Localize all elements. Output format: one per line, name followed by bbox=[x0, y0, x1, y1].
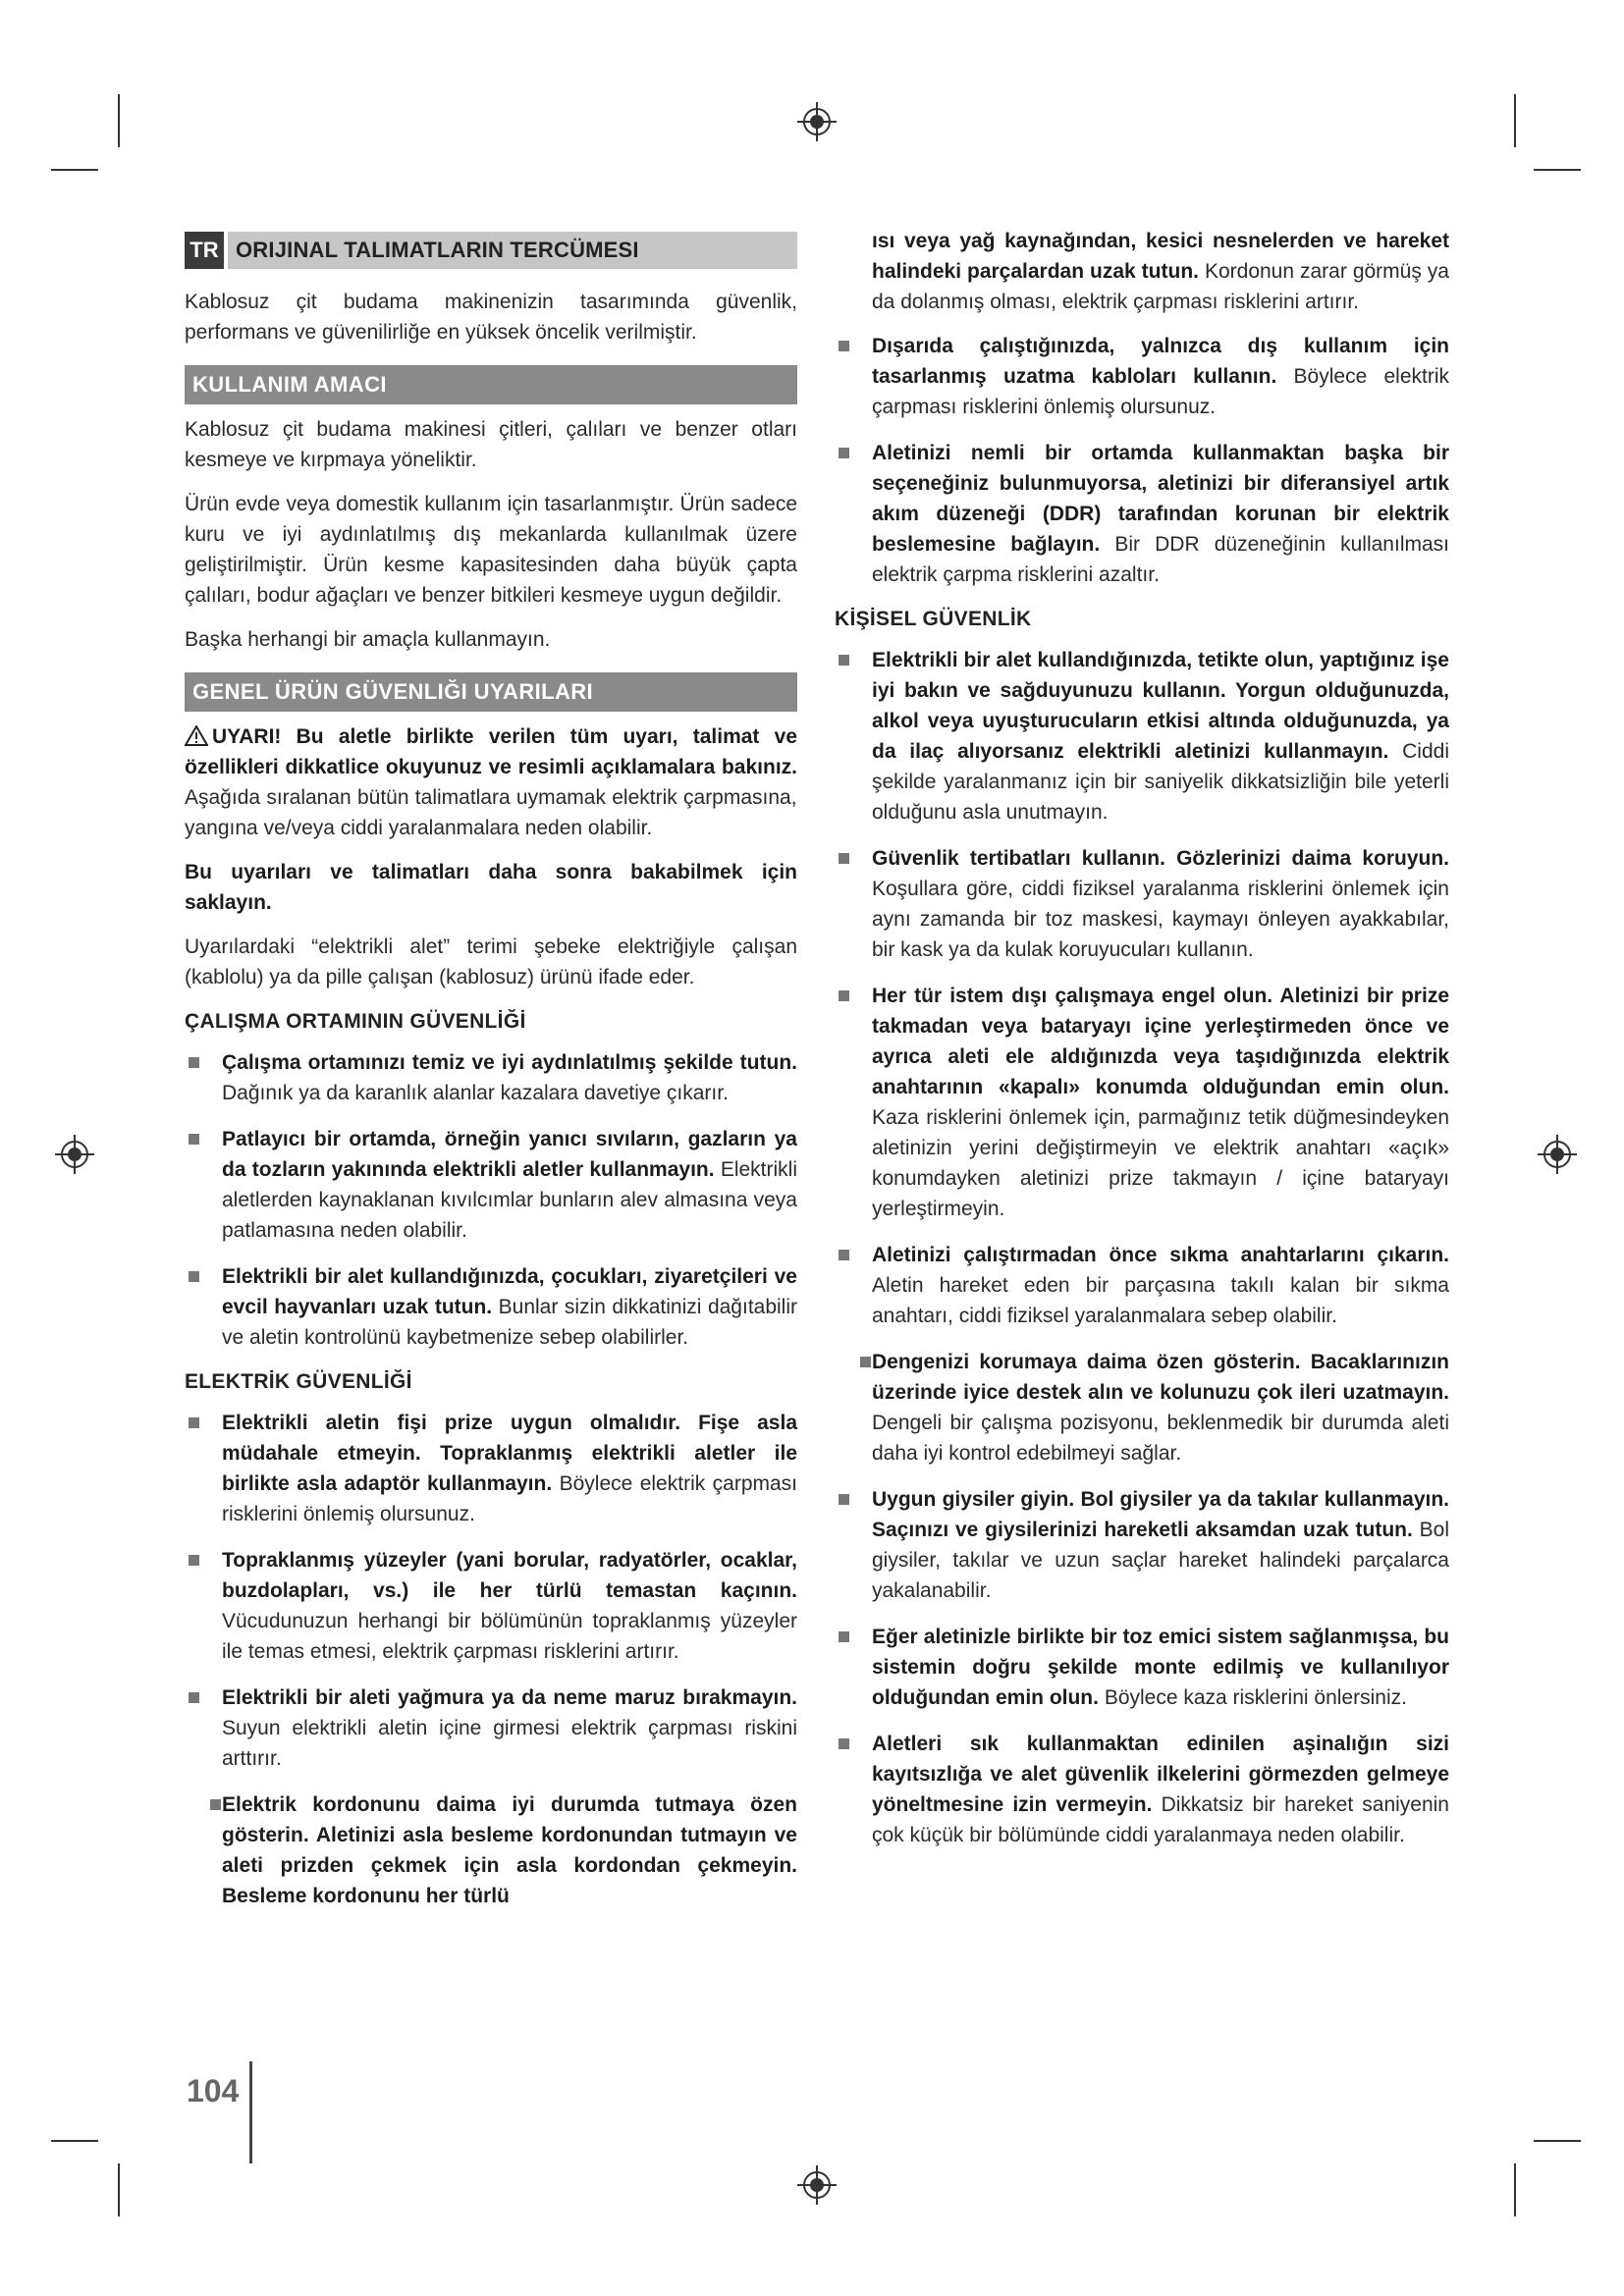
item-text: Dikkatsiz bir hareket saniyenin çok küçük bir bölümünde ciddi yaralanmaya neden olabilir. bbox=[872, 1793, 1449, 1846]
item-bold: ısı veya yağ kaynağından, kesici nesnelerden ve hareket halindeki parçalardan uzak tutun. bbox=[872, 230, 1449, 283]
item-bold: Elektrikli bir aleti yağmura ya da neme maruz bırakmayın. bbox=[222, 1686, 797, 1709]
page-title: ORIJINAL TALIMATLARIN TERCÜMESI bbox=[228, 232, 797, 269]
item-bold: Güvenlik tertibatları kullanın. Gözlerinizi daima koruyun. bbox=[872, 847, 1449, 870]
list-item bbox=[835, 981, 1449, 1224]
subheading-electrical: ELEKTRİK GÜVENLİĞİ bbox=[185, 1370, 412, 1393]
item-bold: Patlayıcı bir ortamda, örneğin yanıcı sıvıların, gazların ya da tozların yakınında elektrikli aletler kullanmayın. bbox=[222, 1128, 797, 1181]
right-column bbox=[835, 226, 1449, 1866]
section-heading-intended-use: KULLANIM AMACI bbox=[185, 365, 797, 404]
item-text: Suyun elektrikli aletin içine girmesi elektrik çarpması riskini arttırır. bbox=[222, 1717, 797, 1770]
bullet-icon bbox=[189, 1271, 199, 1282]
page-number: 104 bbox=[187, 2073, 240, 2109]
item-bold: Uygun giysiler giyin. Bol giysiler ya da takılar kullanmayın. Saçınızı ve giysilerinizi hareketli aksamdan uzak tutun. bbox=[872, 1488, 1449, 1541]
intended-use-p1: Kablosuz çit budama makinesi çitleri, çalıları ve benzer otları kesmeye ve kırpmaya yöneliktir. bbox=[185, 418, 797, 471]
crop-mark bbox=[1534, 2140, 1581, 2142]
registration-mark-icon bbox=[1538, 1135, 1577, 1174]
crop-mark bbox=[51, 169, 98, 171]
list-item bbox=[835, 1347, 1449, 1468]
item-bold: Aletinizi çalıştırmadan önce sıkma anahtarlarını çıkarın. bbox=[872, 1244, 1449, 1266]
warning-text: Aşağıda sıralanan bütün talimatlara uymamak elektrik çarpmasına, yangına ve/veya ciddi yaralanmalara neden olabilir. bbox=[185, 786, 797, 839]
crop-mark bbox=[1514, 2163, 1516, 2216]
bullet-icon bbox=[839, 655, 849, 666]
list-item bbox=[835, 331, 1449, 422]
item-bold: Topraklanmış yüzeyler (yani borular, radyatörler, ocaklar, buzdolapları, vs.) ile her türlü temastan kaçının. bbox=[222, 1549, 797, 1602]
list-item bbox=[835, 1622, 1449, 1713]
intended-use-p3: Başka herhangi bir amaçla kullanmayın. bbox=[185, 628, 551, 651]
item-text: Koşullara göre, ciddi fiziksel yaralanma risklerini önlemek için aynı zamanda bir toz maskesi, kaymayı önleyen ayakkabılar, bir kask ya da kulak koruyucuları kullanın. bbox=[872, 878, 1449, 961]
bullet-icon bbox=[839, 1631, 849, 1642]
list-item bbox=[835, 843, 1449, 965]
translation-header bbox=[185, 232, 797, 269]
item-text: Böylece kaza risklerini önlersiniz. bbox=[1098, 1686, 1407, 1709]
item-text: Dengeli bir çalışma pozisyonu, beklenmedik bir durumda aleti daha iyi kontrol edebilmeyi sağlar. bbox=[872, 1412, 1449, 1465]
registration-mark-icon bbox=[797, 102, 837, 141]
list-item bbox=[185, 1124, 797, 1246]
item-text: Dağınık ya da karanlık alanlar kazalara davetiye çıkarır. bbox=[222, 1082, 729, 1104]
intro-paragraph: Kablosuz çit budama makinenizin tasarımında güvenlik, performans ve güvenilirliğe en yüksek öncelik verilmiştir. bbox=[185, 291, 797, 344]
bullet-icon bbox=[189, 1134, 199, 1145]
item-bold: Elektrik kordonunu daima iyi durumda tutmaya özen gösterin. Aletinizi asla besleme kordonundan tutmayın ve aleti prizden çekmek için asla kordondan çekmeyin. Besleme kordonunu her türlü bbox=[222, 1793, 797, 1907]
item-text: Ciddi şekilde yaralanmanız için bir saniyelik dikkatsizliğin bile yeterli olduğunu asla unutmayın. bbox=[872, 740, 1449, 824]
section-heading-general-safety: GENEL ÜRÜN GÜVENLIĞI UYARILARI bbox=[185, 672, 797, 712]
registration-mark-icon bbox=[797, 2165, 837, 2205]
item-text: Elektrikli aletlerden kaynaklanan kıvılcımlar bunların alev almasına veya patlamasına neden olabilir. bbox=[222, 1158, 797, 1242]
personal-list bbox=[835, 645, 1449, 1850]
list-item bbox=[835, 1484, 1449, 1606]
bullet-icon bbox=[210, 1799, 221, 1810]
term-definition: Uyarılardaki “elektrikli alet” terimi şebeke elektriğiyle çalışan (kablolu) ya da pille çalışan (kablosuz) ürünü ifade eder. bbox=[185, 935, 797, 988]
list-item bbox=[835, 438, 1449, 590]
bullet-icon bbox=[839, 1250, 849, 1260]
item-bold: Dışarıda çalıştığınızda, yalnızca dış kullanım için tasarlanmış uzatma kabloları kullanın. bbox=[872, 335, 1449, 388]
continued-item bbox=[835, 226, 1449, 317]
electrical-list bbox=[185, 1408, 797, 1911]
subheading-personal-safety: KİŞİSEL GÜVENLİK bbox=[835, 608, 1032, 630]
bullet-icon bbox=[839, 1738, 849, 1749]
item-text: Aletin hareket eden bir parçasına takılı kalan bir sıkma anahtarı, ciddi fiziksel yaralanmalara sebep olabilir. bbox=[872, 1274, 1449, 1327]
keep-instructions bbox=[185, 857, 797, 918]
item-bold: Aletleri sık kullanmaktan edinilen aşinalığın sizi kayıtsızlığa ve alet güvenlik ilkelerini görmezden gelmeye yöneltmesine izin vermeyin. bbox=[872, 1733, 1449, 1816]
crop-mark bbox=[118, 94, 120, 147]
item-text: Kaza risklerini önlemek için, parmağınız tetik düğmesindeyken aletinizin yerini değiştirmeyin ve elektrik anahtarı «açık» konumdayken aletinizi prize takmayın / içine bataryayı yerleştirmeyin. bbox=[872, 1106, 1449, 1220]
bullet-icon bbox=[839, 853, 849, 864]
item-bold: Elektrikli bir alet kullandığınızda, tetikte olun, yaptığınız işe iyi bakın ve sağduyunuzu kullanın. Yorgun olduğunuzda, alkol veya uyuşturucuların etkisi altında olduğunuzda, ya da ilaç alıyorsanız elektrikli aletinizi kullanmayın. bbox=[872, 649, 1449, 763]
keep-instructions-bold: Bu uyarıları ve talimatları daha sonra bakabilmek için saklayın. bbox=[185, 861, 797, 914]
bullet-icon bbox=[189, 1417, 199, 1428]
item-bold: Dengenizi korumaya daima özen gösterin. Bacaklarınızın üzerinde iyice destek alın ve kolunuzu çok ileri uzatmayın. bbox=[872, 1351, 1449, 1404]
list-item bbox=[185, 1261, 797, 1353]
item-text: Böylece elektrik çarpması risklerini önlemiş olursunuz. bbox=[872, 365, 1449, 418]
bullet-icon bbox=[189, 1692, 199, 1703]
subheading-work-area: ÇALIŞMA ORTAMININ GÜVENLİĞİ bbox=[185, 1010, 526, 1033]
warning-bold-text: UYARI! Bu aletle birlikte verilen tüm uyarı, talimat ve özellikleri dikkatlice okuyunuz ve resimli açıklamalara bakınız. bbox=[185, 725, 797, 778]
bullet-icon bbox=[189, 1057, 199, 1068]
list-item bbox=[185, 1408, 797, 1529]
left-column bbox=[185, 226, 797, 1927]
page-number-rule bbox=[249, 2061, 252, 2163]
list-item bbox=[185, 1545, 797, 1667]
item-text: Böylece elektrik çarpması risklerini önlemiş olursunuz. bbox=[222, 1472, 798, 1525]
crop-mark bbox=[1534, 169, 1581, 171]
language-badge: TR bbox=[185, 232, 224, 269]
item-text: Vücudunuzun herhangi bir bölümünün topraklanmış yüzeyler ile temas etmesi, elektrik çarpması risklerini artırır. bbox=[222, 1610, 797, 1663]
registration-mark-icon bbox=[55, 1135, 94, 1174]
item-bold: Her tür istem dışı çalışmaya engel olun. Aletinizi bir prize takmadan veya bataryayı içine yerleştirmeden önce ve ayrıca aleti ele aldığınızda veya taşıdığınızda elektrik anahtarının «kapalı» konumda olduğundan emin olun. bbox=[872, 985, 1449, 1098]
item-text: Kordonun zarar görmüş ya da dolanmış olması, elektrik çarpması risklerini artırır. bbox=[872, 260, 1449, 313]
list-item bbox=[185, 1682, 797, 1774]
item-bold: Eğer aletinizle birlikte bir toz emici sistem sağlanmışsa, bu sistemin doğru şekilde monte edilmiş ve kullanılıyor olduğundan emin olun. bbox=[872, 1626, 1449, 1709]
bullet-icon bbox=[839, 448, 849, 458]
warning-paragraph bbox=[185, 721, 797, 843]
list-item bbox=[835, 1240, 1449, 1331]
list-item bbox=[185, 1047, 797, 1108]
list-item bbox=[835, 1729, 1449, 1850]
item-text: Bir DDR düzeneğinin kullanılması elektrik çarpma risklerini azaltır. bbox=[872, 533, 1449, 586]
bullet-icon bbox=[189, 1555, 199, 1566]
list-item bbox=[835, 645, 1449, 828]
electrical-list-continued bbox=[835, 331, 1449, 590]
intended-use-p2: Ürün evde veya domestik kullanım için tasarlanmıştır. Ürün sadece kuru ve iyi aydınlatılmış dış mekanlarda kullanılmak üzere geliştirilmiştir. Ürün kesme kapasitesinden daha büyük çapta çalıları, bodur ağaçları ve benzer bitkileri kesmeye uygun değildir. bbox=[185, 493, 797, 607]
item-text: Bunlar sizin dikkatinizi dağıtabilir ve aletin kontrolünü kaybetmenize sebep olabilirler. bbox=[222, 1296, 798, 1349]
item-bold: Elektrikli bir alet kullandığınızda, çocukları, ziyaretçileri ve evcil hayvanları uzak tutun. bbox=[222, 1265, 797, 1318]
bullet-icon bbox=[839, 1494, 849, 1505]
list-item bbox=[185, 1789, 797, 1911]
bullet-icon bbox=[860, 1357, 871, 1367]
crop-mark bbox=[51, 2140, 98, 2142]
item-bold: Elektrikli aletin fişi prize uygun olmalıdır. Fişe asla müdahale etmeyin. Topraklanmış elektrikli aletler ile birlikte asla adaptör kullanmayın. bbox=[222, 1412, 797, 1495]
warning-triangle-icon bbox=[185, 725, 208, 746]
crop-mark bbox=[118, 2163, 120, 2216]
bullet-icon bbox=[839, 341, 849, 351]
item-text: Bol giysiler, takılar ve uzun saçlar hareket halindeki parçalarca yakalanabilir. bbox=[872, 1519, 1449, 1602]
crop-mark bbox=[1514, 94, 1516, 147]
work-area-list bbox=[185, 1047, 797, 1353]
bullet-icon bbox=[839, 990, 849, 1001]
item-bold: Aletinizi nemli bir ortamda kullanmaktan başka bir seçeneğiniz bulunmuyorsa, aletinizi bir diferansiyel artık akım düzeneği (DDR) tarafından korunan bir elektrik beslemesine bağlayın. bbox=[872, 442, 1449, 556]
item-bold: Çalışma ortamınızı temiz ve iyi aydınlatılmış şekilde tutun. bbox=[222, 1051, 797, 1074]
